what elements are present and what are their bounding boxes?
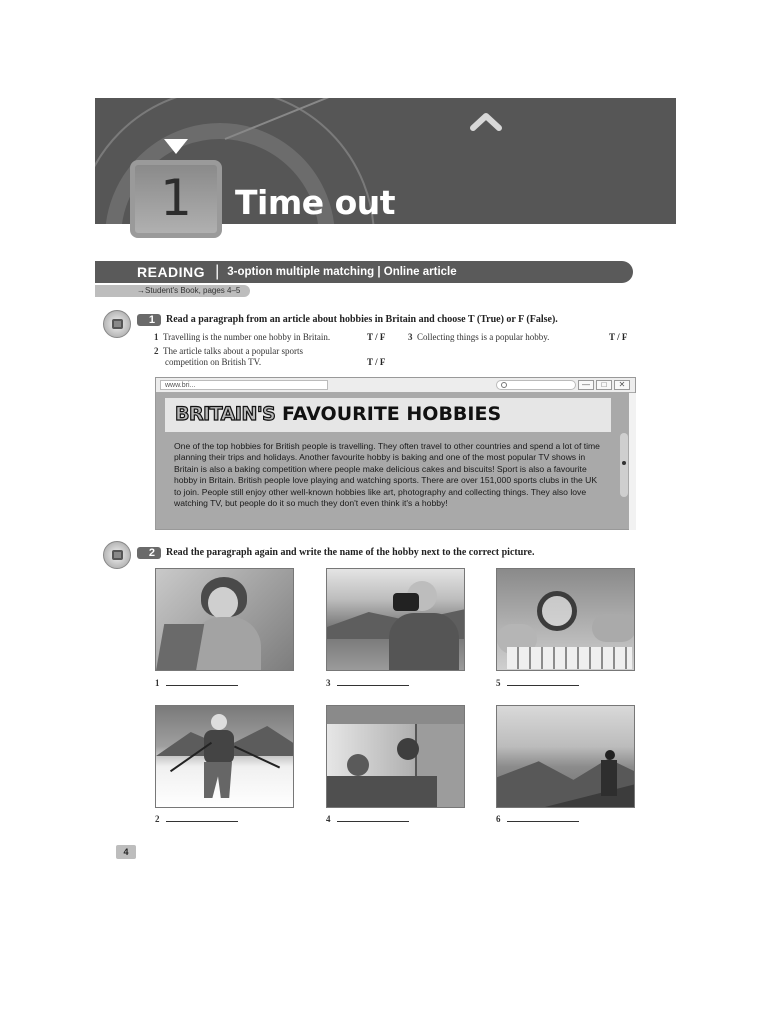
exercise-2-number: 2 [137,547,161,559]
exercise-2-instruction: Read the paragraph again and write the name of the hobby next to the correct picture. [166,547,535,558]
unit-number-box [130,160,222,238]
maximize-button[interactable]: □ [596,380,612,390]
browser-window [155,377,636,530]
exercise-1-number: 1 [137,314,161,326]
chevron-up-icon [470,106,502,138]
close-button[interactable]: ✕ [614,380,630,390]
students-book-reference: →Student's Book, pages 4–5 [95,285,250,297]
answer-line-2[interactable]: 2 [155,814,238,824]
section-subtitle: 3-option multiple matching | Online article [227,266,457,278]
search-icon [501,382,507,388]
section-header [95,261,633,283]
picture-collecting [496,568,635,671]
picture-baking [326,705,465,808]
browser-toolbar [156,378,635,393]
writing-exercise-icon [103,310,131,338]
section-label: READING [137,264,206,280]
exercise-1-instruction: Read a paragraph from an article about hobbies in Britain and choose T (True) or F (False). [166,314,558,325]
unit-number: 1 [160,169,192,227]
answer-line-5[interactable]: 5 [496,678,579,688]
true-false-choice-2[interactable]: T / F [367,357,386,367]
minimize-button[interactable]: — [578,380,594,390]
exercise-1-item-3: 3 Collecting things is a popular hobby. [408,332,550,342]
browser-search-field[interactable] [496,380,576,390]
scrollbar[interactable] [620,433,628,497]
true-false-choice-1[interactable]: T / F [367,332,386,342]
article-headline: BRITAIN'S FAVOURITE HOBBIES [175,403,502,425]
answer-line-1[interactable]: 1 [155,678,238,688]
browser-side-frame [629,393,636,530]
exercise-1-item-1: 1 Travelling is the number one hobby in Britain. [154,332,331,342]
scroll-thumb[interactable] [622,461,626,465]
picture-painting [155,568,294,671]
answer-line-3[interactable]: 3 [326,678,409,688]
true-false-choice-3[interactable]: T / F [609,332,628,342]
article-headline-box [165,398,611,432]
picture-skiing [155,705,294,808]
answer-line-4[interactable]: 4 [326,814,409,824]
answer-line-6[interactable]: 6 [496,814,579,824]
section-separator: | [215,263,220,280]
exercise-1-item-2: 2 The article talks about a popular sports competition on British TV. [154,346,303,367]
writing-exercise-icon-2 [103,541,131,569]
picture-hiking [496,705,635,808]
page-title: Time out [235,183,396,222]
article-text: One of the top hobbies for British people is travelling. They often travel to other countries and spend a lot of time planning their trips and holidays. Another favourite hobby is baking and one of the most popular TV shows in Britain is also a baking competition where people make delicious cakes and biscuits! Sport is also a favourite hobby in Britain. British people love playing and watching sports. There are over 151,000 sports clubs in the UK to join. People still enjoy other well-known hobbies like art, photography and collecting things. They also love watching TV, but people do it so much they don't even think it's a hobby! [174,441,600,509]
address-bar[interactable]: www.bri... [160,380,328,390]
page-number: 4 [116,845,136,859]
triangle-down-icon [164,139,188,154]
picture-photography [326,568,465,671]
